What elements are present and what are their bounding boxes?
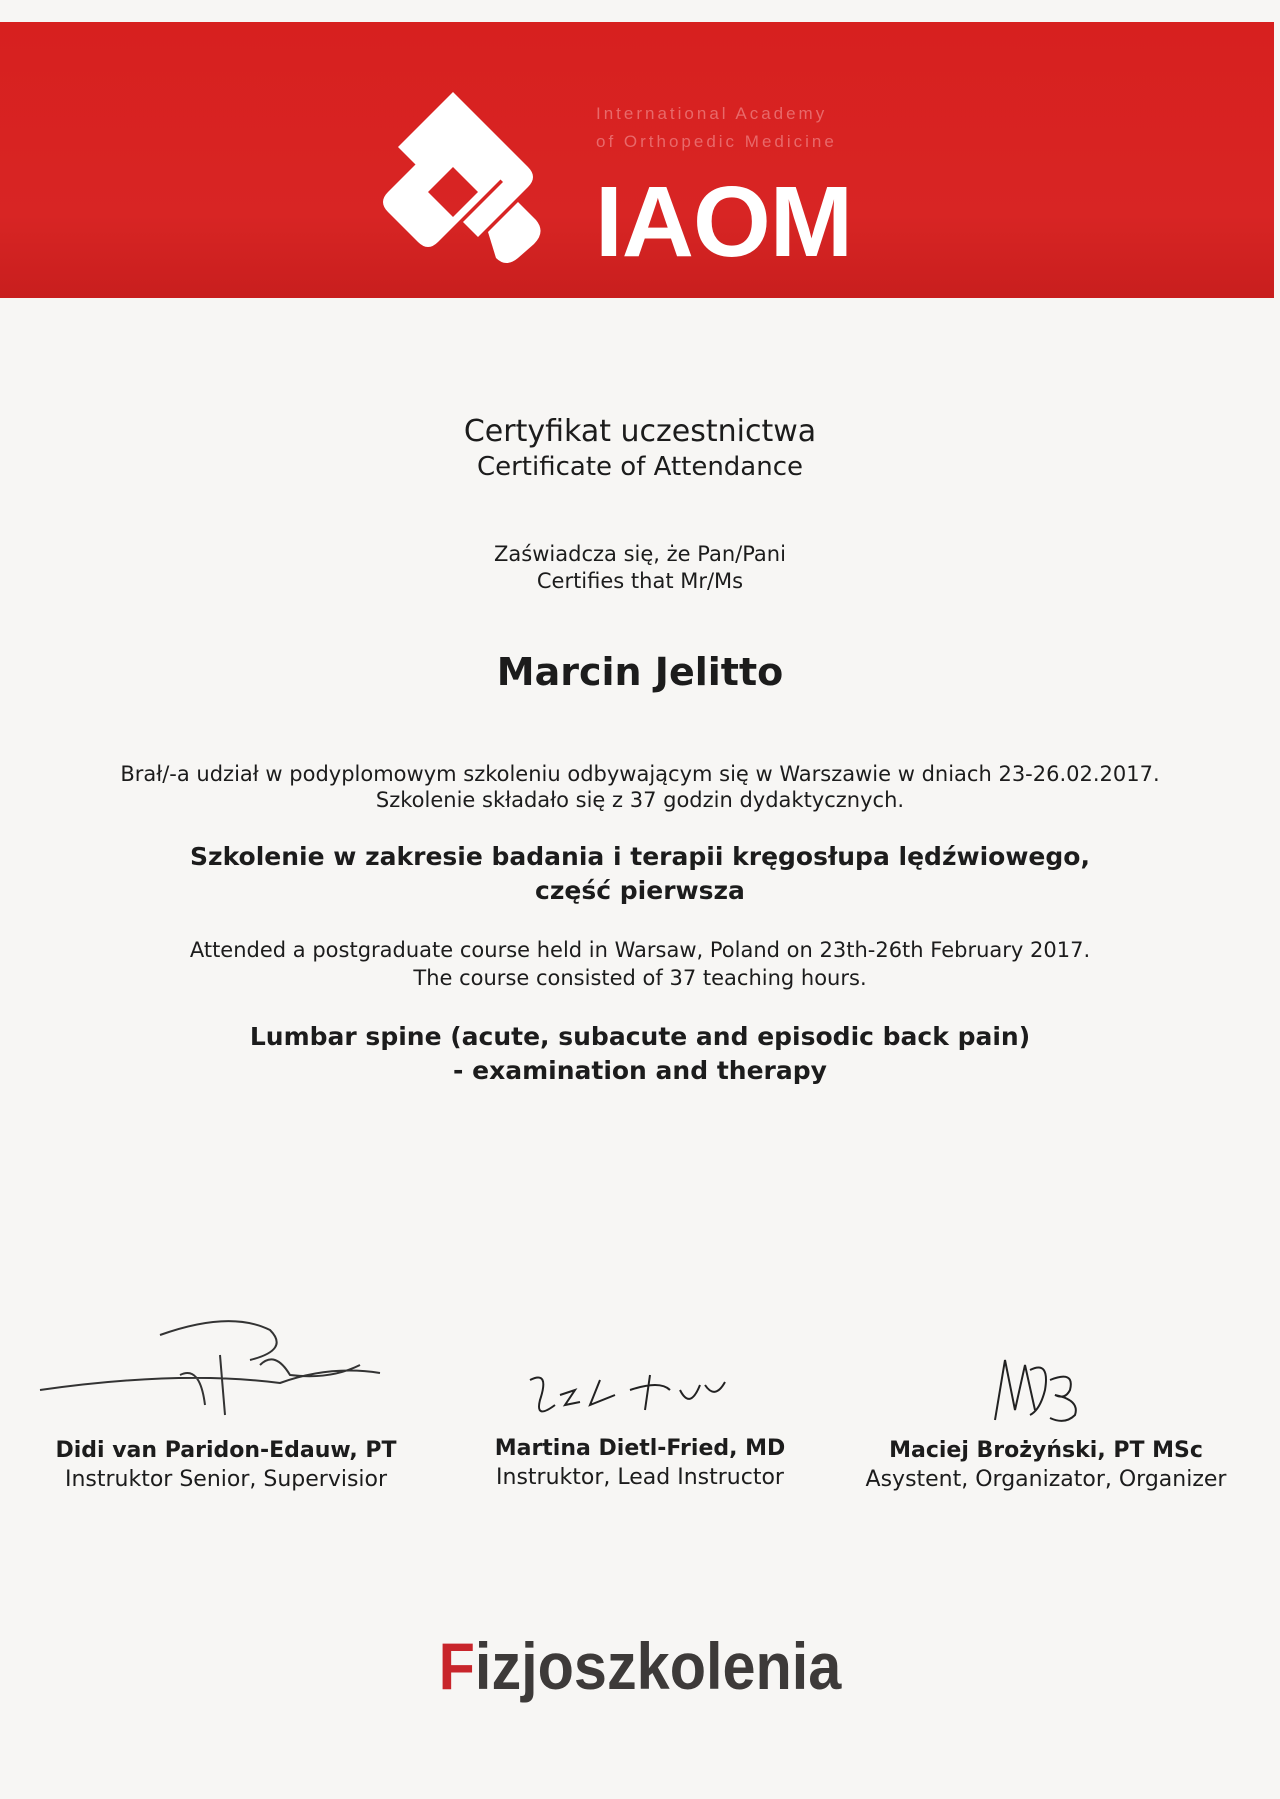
iaom-logo-icon (378, 92, 558, 272)
signatory-name: Didi van Paridon-Edauw, PT (55, 1438, 397, 1463)
title-en: Certificate of Attendance (476, 452, 804, 482)
signatory-role: Instruktor Senior, Supervisior (64, 1467, 388, 1492)
signatory-2 (430, 1436, 850, 1490)
certifies-en: Certifies that Mr/Ms (536, 569, 744, 593)
signature-2 (520, 1360, 760, 1430)
fizjoszkolenia-logo (64, 1628, 1216, 1704)
org-name-line1: International Academy (596, 104, 828, 123)
logo-rest: izjoszkolenia (474, 1629, 842, 1703)
org-name-line2: of Orthopedic Medicine (596, 132, 837, 151)
signature-3 (980, 1350, 1100, 1430)
course-title-en-1: Lumbar spine (acute, subacute and episodic back pain) (249, 1022, 1031, 1051)
signatory-name: Martina Dietl-Fried, MD (494, 1436, 786, 1461)
signatory-role: Asystent, Organizator, Organizer (865, 1467, 1227, 1492)
course-title-pl-2: część pierwsza (535, 876, 745, 905)
header-band (0, 22, 1274, 298)
brand-name: IAOM (595, 166, 853, 278)
description-en-2: The course consisted of 37 teaching hours. (413, 966, 867, 990)
title-pl: Certyfikat uczestnictwa (463, 414, 817, 449)
description-pl-1: Brał/-a udział w podyplomowym szkoleniu odbywającym się w Warszawie w dniach 23-26.02.2017. (120, 762, 1160, 786)
logo-first-letter: F (438, 1629, 475, 1703)
course-title-pl-1: Szkolenie w zakresie badania i terapii kręgosłupa lędźwiowego, (190, 842, 1090, 871)
certifies-pl: Zaświadcza się, że Pan/Pani (494, 542, 786, 566)
org-name (596, 100, 837, 156)
description-en-1: Attended a postgraduate course held in Warsaw, Poland on 23th-26th February 2017. (189, 938, 1091, 962)
signatory-role: Instruktor, Lead Instructor (496, 1465, 784, 1490)
signatory-1 (16, 1438, 436, 1492)
course-title-en-2: - examination and therapy (453, 1056, 827, 1085)
participant-name: Marcin Jelitto (496, 650, 784, 694)
signature-1 (30, 1305, 410, 1425)
signatory-3 (836, 1438, 1256, 1492)
signatory-name: Maciej Brożyński, PT MSc (889, 1438, 1203, 1463)
description-pl-2: Szkolenie składało się z 37 godzin dydaktycznych. (375, 788, 905, 812)
